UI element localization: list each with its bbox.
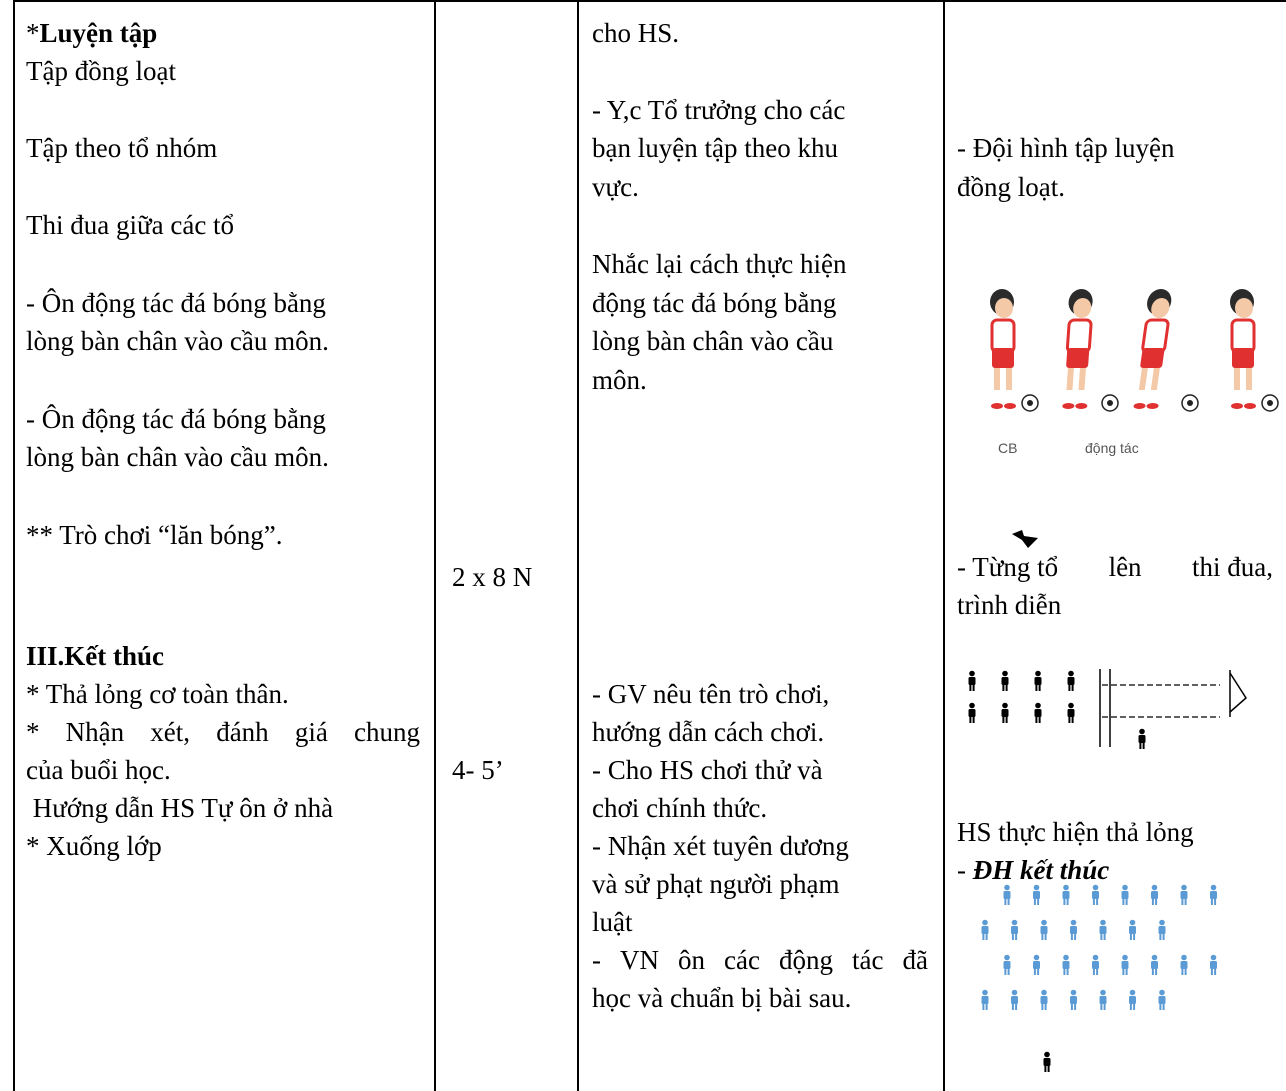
student-figure-icon	[982, 990, 989, 1010]
student-figure-icon	[1004, 955, 1011, 975]
content-line: Thi đua giữa các tổ	[26, 210, 235, 240]
student-figure-icon	[1181, 955, 1188, 975]
method-line: cho HS.	[592, 18, 679, 48]
student-figure-icon	[1002, 671, 1009, 691]
illustration-label: động tác	[1085, 440, 1139, 456]
content-line: * Thả lỏng cơ toàn thân.	[26, 679, 289, 709]
game-formation-diagram	[960, 665, 1250, 755]
content-line: Tập đồng loạt	[26, 56, 176, 86]
student-figure-icon	[1159, 920, 1166, 940]
soccer-kick-illustration	[960, 282, 1280, 452]
content-line: - Ôn động tác đá bóng bằng	[26, 404, 326, 434]
method-line: hướng dẫn cách chơi.	[592, 717, 825, 747]
student-figure-icon	[1063, 885, 1070, 905]
student-figure-icon	[1122, 885, 1129, 905]
content-line: Tập theo tổ nhóm	[26, 133, 218, 163]
column-divider-1	[434, 0, 436, 1091]
column-divider-3	[943, 0, 945, 1091]
student-figure-icon	[1092, 955, 1099, 975]
student-figure-icon	[1151, 885, 1158, 905]
student-figure-icon	[1033, 955, 1040, 975]
student-figure-icon	[1068, 671, 1075, 691]
student-figure-icon	[1210, 955, 1217, 975]
student-figure-icon	[1002, 703, 1009, 723]
table-border-top	[13, 0, 1286, 2]
student-figure-icon	[1100, 990, 1107, 1010]
content-line: của buổi học.	[26, 755, 171, 785]
method-line: và sử phạt người phạm	[592, 869, 840, 899]
student-figure-icon	[1210, 885, 1217, 905]
content-line: lòng bàn chân vào cầu môn.	[26, 442, 329, 472]
student-figure-icon	[1004, 885, 1011, 905]
student-figure-icon	[1129, 990, 1136, 1010]
content-line: ** Trò chơi “lăn bóng”.	[26, 520, 283, 550]
content-line: lòng bàn chân vào cầu môn.	[26, 326, 329, 356]
method-line: động tác đá bóng bằng	[592, 288, 837, 318]
student-figure-icon	[969, 703, 976, 723]
method-line: học và chuẩn bị bài sau.	[592, 983, 852, 1013]
arrow-marker-icon	[1010, 528, 1040, 550]
column-divider-2	[577, 0, 579, 1091]
student-figure-icon	[1035, 671, 1042, 691]
content-line: Hướng dẫn HS Tự ôn ở nhà	[26, 793, 334, 823]
student-figure-icon	[1100, 920, 1107, 940]
method-line: chơi chính thức.	[592, 793, 768, 823]
player-figure-stand	[990, 289, 1016, 409]
organization-line-justified: - Từng tổ lên thi đua,	[957, 552, 1273, 582]
teacher-figure-icon	[1139, 729, 1146, 749]
illustration-label: CB	[998, 440, 1018, 456]
method-line: bạn luyện tập theo khu	[592, 133, 838, 163]
method-line: lòng bàn chân vào cầu	[592, 326, 834, 356]
closing-formation-label: - ĐH kết thúc	[957, 855, 1110, 885]
student-figure-icon	[1041, 920, 1048, 940]
method-line: - GV nêu tên trò chơi,	[592, 679, 830, 709]
student-figure-icon	[1063, 955, 1070, 975]
student-figure-icon	[1041, 990, 1048, 1010]
method-line-justified: - VN ôn các động tác đã	[592, 945, 928, 975]
student-figure-icon	[1092, 885, 1099, 905]
organization-line: - Đội hình tập luyện	[957, 133, 1175, 163]
student-figure-icon	[1035, 703, 1042, 723]
table-border-left	[13, 0, 15, 1091]
student-figure-icon	[1181, 885, 1188, 905]
player-figure-kick	[1132, 289, 1175, 409]
student-figure-icon	[1159, 990, 1166, 1010]
content-line: * Xuống lớp	[26, 831, 162, 861]
student-figure-icon	[1033, 885, 1040, 905]
dosage-value: 2 x 8 N	[452, 562, 533, 592]
student-figure-icon	[1011, 990, 1018, 1010]
method-line: môn.	[592, 365, 647, 395]
section-heading-conclusion: III.Kết thúc	[26, 641, 165, 671]
student-figure-icon	[969, 671, 976, 691]
content-line: - Ôn động tác đá bóng bằng	[26, 288, 326, 318]
dosage-value: 4- 5’	[452, 755, 504, 785]
organization-line: trình diễn	[957, 590, 1062, 620]
organization-line: đồng loạt.	[957, 172, 1065, 202]
closing-formation-diagram	[975, 880, 1235, 1090]
player-figure-follow	[1230, 289, 1256, 409]
method-line: vực.	[592, 172, 639, 202]
student-figure-icon	[1068, 703, 1075, 723]
student-figure-icon	[1070, 990, 1077, 1010]
student-figure-icon	[1151, 955, 1158, 975]
student-figure-icon	[1011, 920, 1018, 940]
teacher-figure-icon	[1044, 1052, 1051, 1072]
content-line-justified: * Nhận xét, đánh giá chung	[26, 717, 420, 747]
player-figure-step	[1061, 289, 1095, 409]
method-line: Nhắc lại cách thực hiện	[592, 249, 847, 279]
student-figure-icon	[1122, 955, 1129, 975]
organization-line: HS thực hiện thả lỏng	[957, 817, 1194, 847]
student-figure-icon	[1129, 920, 1136, 940]
method-line: luật	[592, 907, 633, 937]
student-figure-icon	[1070, 920, 1077, 940]
method-line: - Nhận xét tuyên dương	[592, 831, 849, 861]
student-figure-icon	[982, 920, 989, 940]
method-line: - Cho HS chơi thử và	[592, 755, 823, 785]
method-line: - Y,c Tổ trưởng cho các	[592, 95, 846, 125]
practice-heading: *Luyện tập	[26, 18, 158, 48]
